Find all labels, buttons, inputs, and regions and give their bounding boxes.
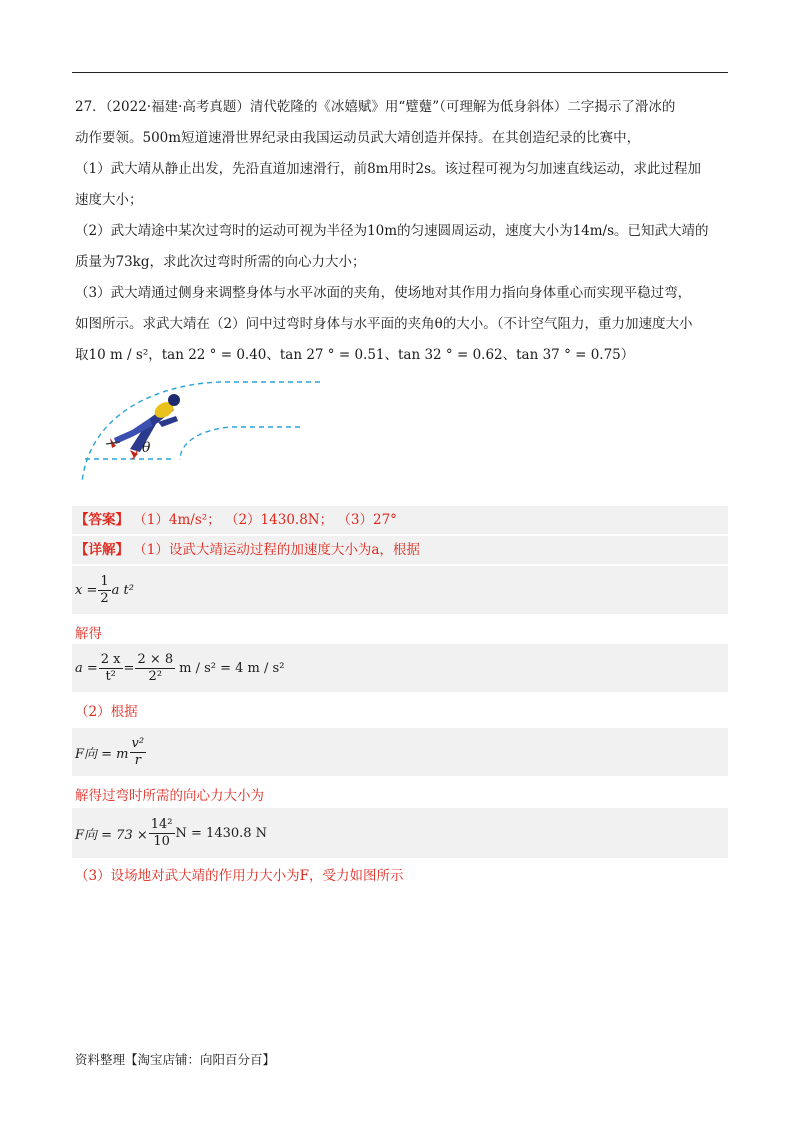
question-line: 27．（2022·福建·高考真题）清代乾隆的《冰嬉赋》用“躄躠”（可理解为低身斜体）二字揭示了滑冰的 <box>75 99 676 115</box>
eq-numerator: 1 <box>100 573 109 589</box>
equation-4 <box>72 808 728 858</box>
eq-numerator: 14² <box>150 816 173 832</box>
eq-text: N = 1430.8 N <box>175 825 268 841</box>
answer-part2: （2）1430.8N； <box>224 512 334 528</box>
question-line: （2）武大靖途中某次过弯时的运动可视为半径为10m的匀速圆周运动，速度大小为14m/s。已知武大靖的 <box>75 223 709 239</box>
question-text <box>75 92 727 371</box>
eq-text: = <box>123 660 135 676</box>
eq-numerator: 2 × 8 <box>137 651 174 667</box>
question-line: 取10 m / s²，tan 22 ° = 0.40、tan 27 ° = 0.51、tan 32 ° = 0.62、tan 37 ° = 0.75） <box>75 347 635 363</box>
eq-text: m / s² = 4 m / s² <box>179 660 285 676</box>
eq-denominator: t² <box>105 668 116 684</box>
theta-label: θ <box>142 440 151 456</box>
equation-3 <box>72 728 728 776</box>
question-line: （1）武大靖从静止出发，先沿直道加速滑行，前8m用时2s。该过程可视为匀加速直线运动，求此过程加 <box>75 161 701 177</box>
part3-label: （3）设场地对武大靖的作用力大小为F，受力如图所示 <box>75 868 404 884</box>
eq-denominator: 2² <box>148 668 163 684</box>
question-line: 质量为73kg，求此次过弯时所需的向心力大小； <box>75 254 366 270</box>
eq-text: a t² <box>111 582 134 598</box>
eq-text: F向 = 73 × <box>75 827 148 843</box>
answer-part3: （3）27° <box>337 512 397 528</box>
question-line: 速度大小； <box>75 192 143 208</box>
eq-denominator: 2 <box>100 590 109 606</box>
answer-part1: （1）4m/s²； <box>133 512 221 528</box>
detail-intro: （1）设武大靖运动过程的加速度大小为a，根据 <box>133 542 420 558</box>
skater-figure <box>70 372 330 492</box>
question-line: 如图所示。求武大靖在（2）问中过弯时身体与水平面的夹角θ的大小。（不计空气阻力，重力加速度大小 <box>75 316 693 332</box>
eq-numerator: v² <box>131 735 145 751</box>
question-line: 动作要领。500m短道速滑世界纪录由我国运动员武大靖创造并保持。在其创造纪录的比赛中， <box>75 130 641 146</box>
eq-text: x = <box>75 582 98 598</box>
eq-numerator: 2 x <box>100 651 121 667</box>
header-rule <box>72 72 728 73</box>
eq-denominator: r <box>134 752 141 768</box>
equation-1 <box>72 566 728 614</box>
solve-label-1: 解得 <box>75 626 102 642</box>
answer-block <box>72 506 728 534</box>
part2-label: （2）根据 <box>75 704 138 720</box>
detail-label: 【详解】 <box>75 542 129 558</box>
answer-label: 【答案】 <box>75 512 129 528</box>
solve-label-2: 解得过弯时所需的向心力大小为 <box>75 788 264 804</box>
footer-text: 资料整理【淘宝店铺：向阳百分百】 <box>75 1052 276 1067</box>
equation-2 <box>72 644 728 692</box>
eq-denominator: 10 <box>153 833 170 849</box>
eq-text: F向 = m <box>75 746 129 762</box>
question-line: （3）武大靖通过侧身来调整身体与水平冰面的夹角，使场地对其作用力指向身体重心而实现平稳过弯， <box>75 285 692 301</box>
detail-intro-block <box>72 536 728 564</box>
eq-text: a = <box>75 660 98 676</box>
